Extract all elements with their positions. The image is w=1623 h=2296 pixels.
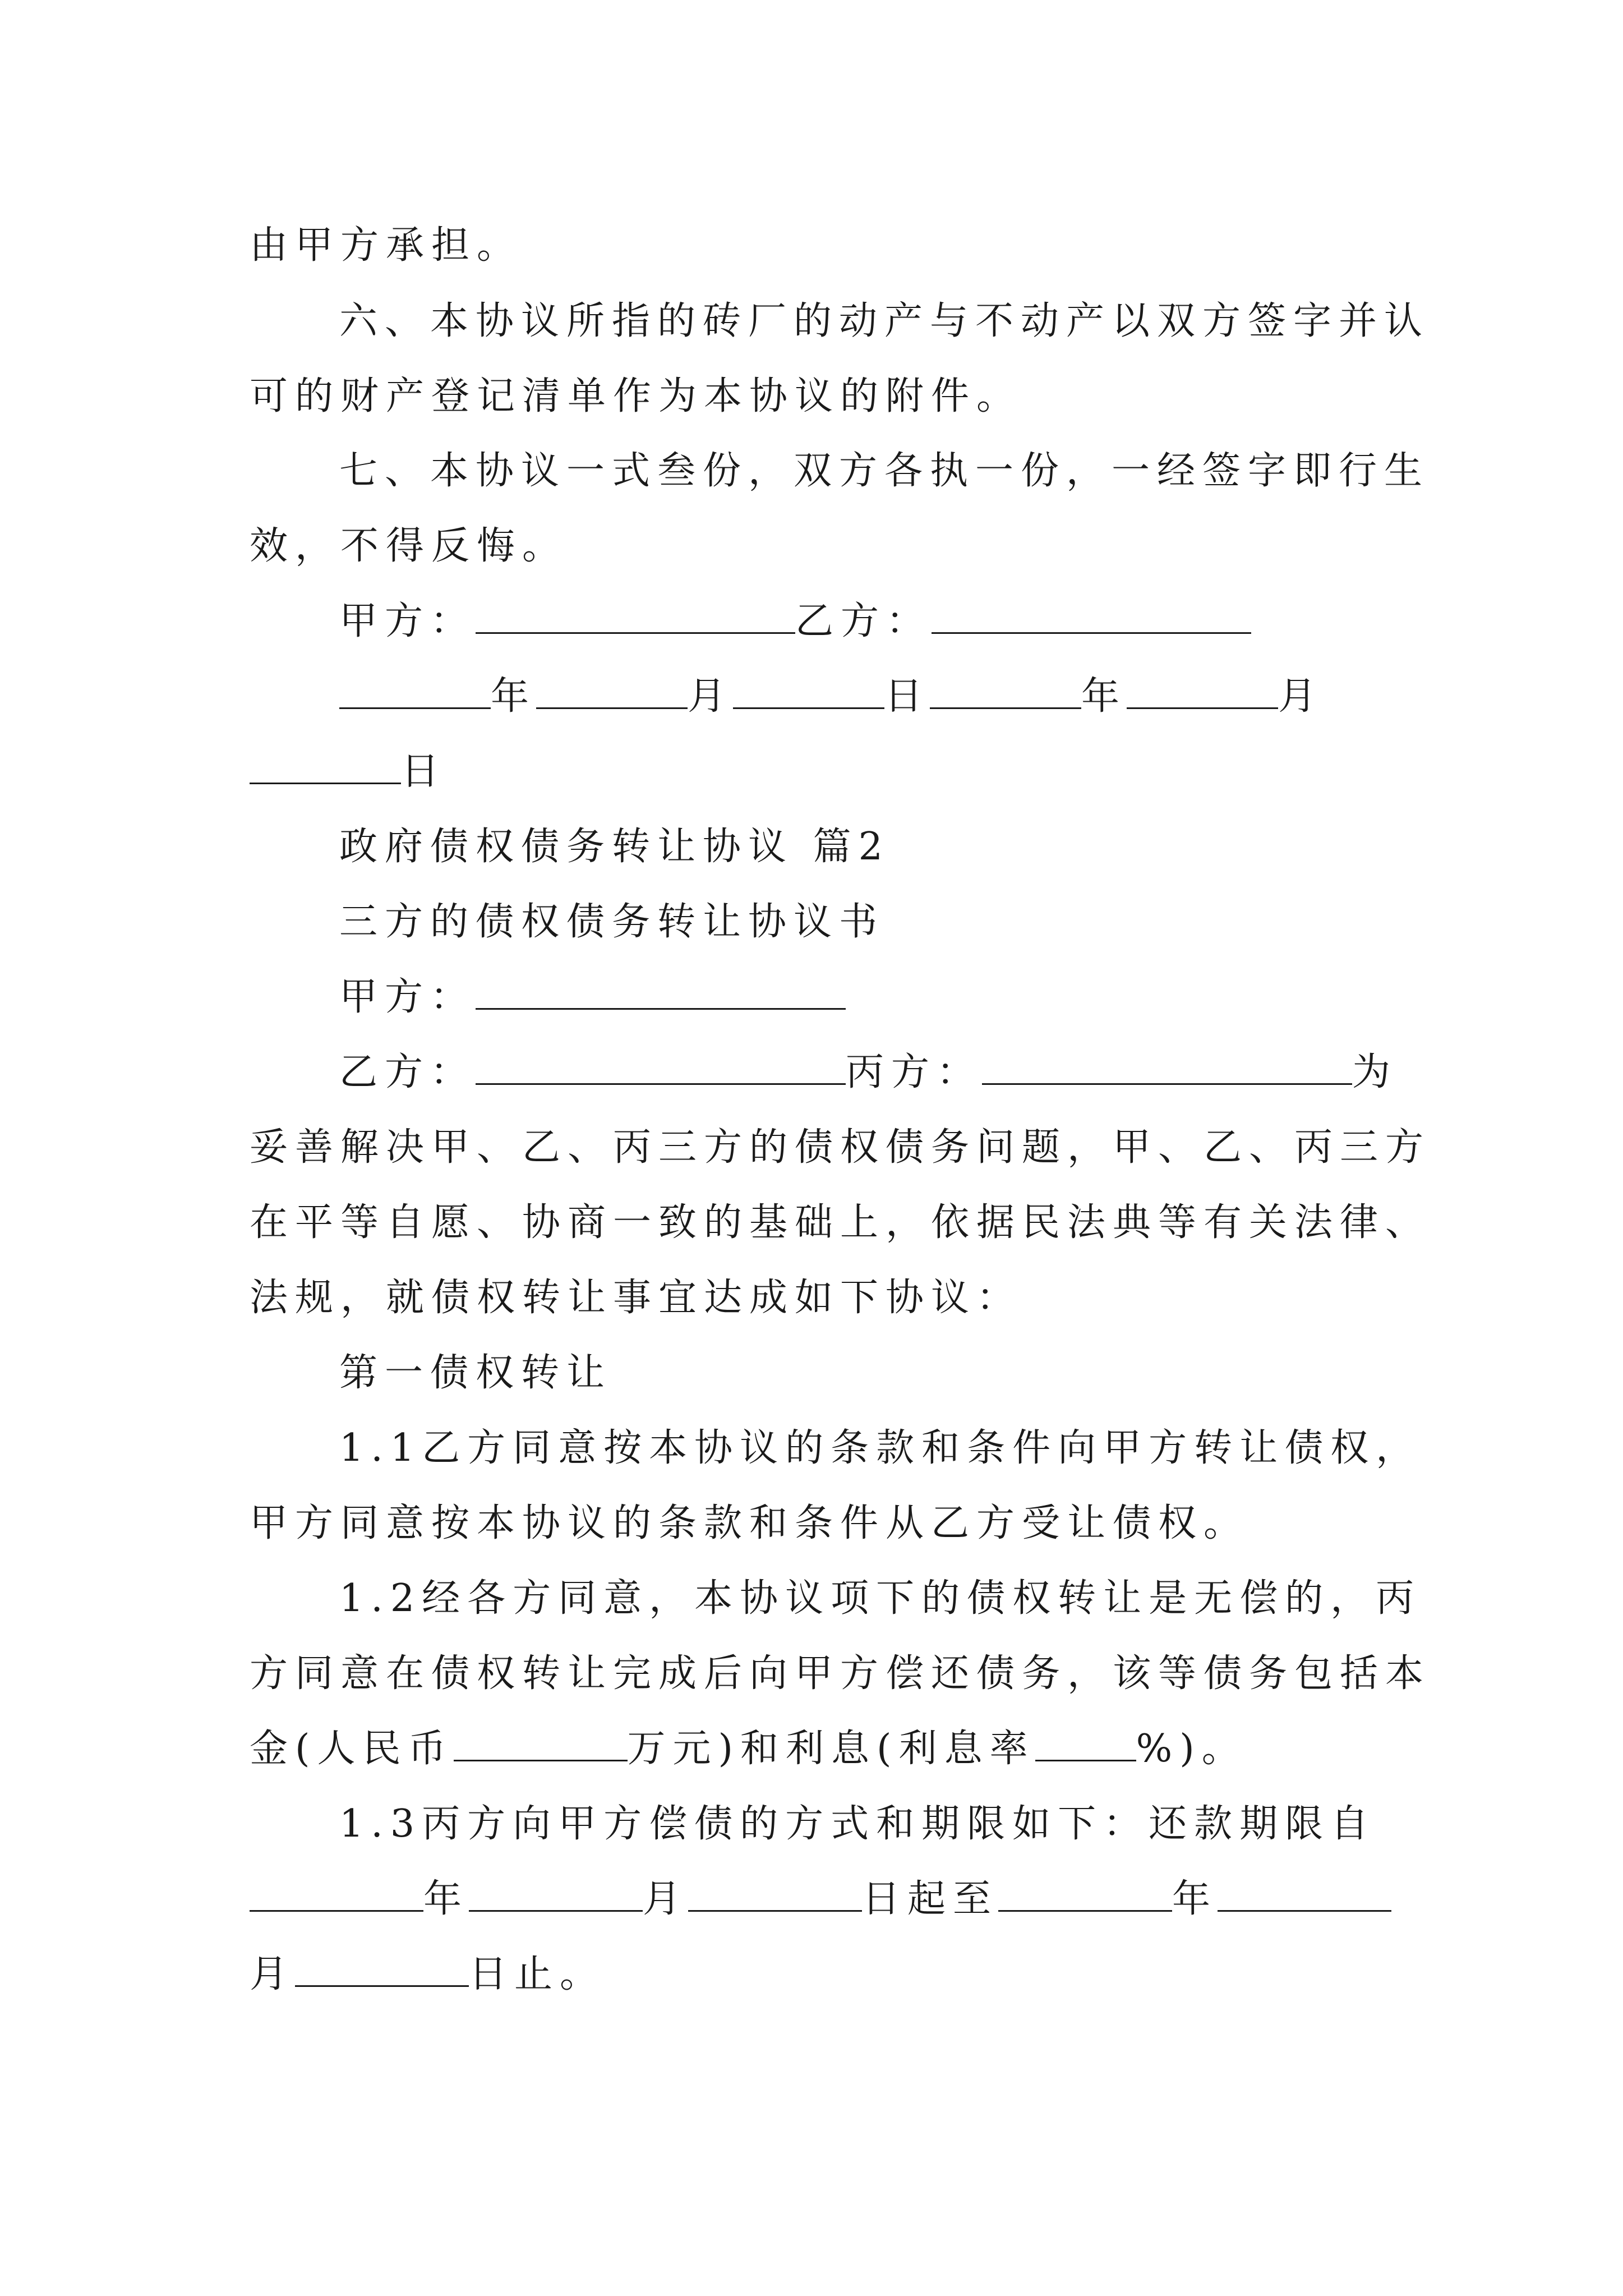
date-line-cont (250, 744, 1394, 800)
year-blank[interactable] (339, 673, 491, 709)
year-label: 年 (491, 674, 537, 719)
year-blank[interactable] (250, 1875, 423, 1912)
amount-blank[interactable] (454, 1725, 628, 1761)
paragraph-line: 妥善解决甲、乙、丙三方的债权债务问题，甲、乙、丙三方 (250, 1125, 1431, 1170)
day-end-label: 日止。 (469, 1952, 606, 1996)
paragraph-line: 效，不得反悔。 (250, 524, 568, 568)
repayment-date-line (250, 1871, 1394, 1927)
paragraph-line: 1.2经各方同意，本协议项下的债权转让是无偿的，丙 (339, 1576, 1422, 1621)
month-blank[interactable] (1127, 673, 1278, 709)
month-blank[interactable] (469, 1875, 643, 1912)
year-blank[interactable] (998, 1875, 1172, 1912)
date-line (339, 669, 1483, 725)
month-label: 月 (250, 1952, 296, 1996)
party-b-blank[interactable] (476, 1048, 846, 1085)
section-heading: 政府债权债务转让协议 篇2 (339, 825, 890, 869)
month-blank[interactable] (1218, 1875, 1391, 1912)
interest-label: 万元)和利息(利息率 (627, 1727, 1035, 1771)
repayment-date-line-cont (250, 1947, 1394, 2003)
paragraph-line: 甲方同意按本协议的条款和条件从乙方受让债权。 (250, 1501, 1249, 1545)
paragraph-line: 由甲方承担。 (250, 223, 523, 268)
party-a-line (339, 969, 1483, 1025)
paragraph-line: 1.3丙方向甲方偿债的方式和期限如下：还款期限自 (339, 1802, 1376, 1846)
day-blank[interactable] (733, 673, 884, 709)
day-blank[interactable] (250, 748, 401, 784)
year-blank[interactable] (930, 673, 1081, 709)
day-from-label: 日起至 (862, 1877, 999, 1921)
month-label: 月 (643, 1877, 689, 1921)
day-blank[interactable] (295, 1950, 469, 1987)
year-label: 年 (423, 1877, 469, 1921)
party-c-label: 丙方： (846, 1050, 983, 1094)
paragraph-line: 法规，就债权转让事宜达成如下协议： (250, 1276, 1022, 1320)
day-label: 日 (884, 674, 930, 719)
interest-rate-blank[interactable] (1035, 1725, 1136, 1761)
paragraph-line: 在平等自愿、协商一致的基础上，依据民法典等有关法律、 (250, 1200, 1431, 1245)
party-c-tail: 为 (1352, 1050, 1398, 1094)
month-label: 月 (1278, 674, 1324, 719)
paragraph-line: 1.1乙方同意按本协议的条款和条件向甲方转让债权， (339, 1426, 1422, 1470)
party-bc-line (339, 1045, 1483, 1101)
amount-line (250, 1721, 1394, 1777)
party-b-blank[interactable] (932, 597, 1251, 634)
party-a-label: 甲方： (339, 599, 476, 643)
party-b-label: 乙方： (339, 1050, 476, 1094)
party-a-blank[interactable] (476, 973, 846, 1010)
document-title: 三方的债权债务转让协议书 (339, 900, 885, 944)
year-label: 年 (1172, 1877, 1218, 1921)
party-a-label: 甲方： (339, 975, 476, 1019)
percent-label: %)。 (1136, 1727, 1247, 1771)
paragraph-line: 六、本协议所指的砖厂的动产与不动产以双方签字并认 (339, 299, 1430, 343)
party-c-blank[interactable] (982, 1048, 1352, 1085)
day-label: 日 (401, 749, 447, 794)
party-b-label: 乙方： (795, 599, 932, 643)
amount-label: 金(人民币 (250, 1727, 454, 1771)
paragraph-line: 可的财产登记清单作为本协议的附件。 (250, 374, 1022, 418)
month-label: 月 (688, 674, 734, 719)
year-label: 年 (1081, 674, 1127, 719)
day-blank[interactable] (688, 1875, 862, 1912)
signature-line (339, 593, 1483, 650)
month-blank[interactable] (536, 673, 688, 709)
party-a-blank[interactable] (476, 597, 795, 634)
paragraph-line: 方同意在债权转让完成后向甲方偿还债务，该等债务包括本 (250, 1651, 1431, 1696)
paragraph-line: 七、本协议一式叁份，双方各执一份，一经签字即行生 (339, 449, 1430, 493)
article-heading: 第一债权转让 (339, 1351, 612, 1395)
